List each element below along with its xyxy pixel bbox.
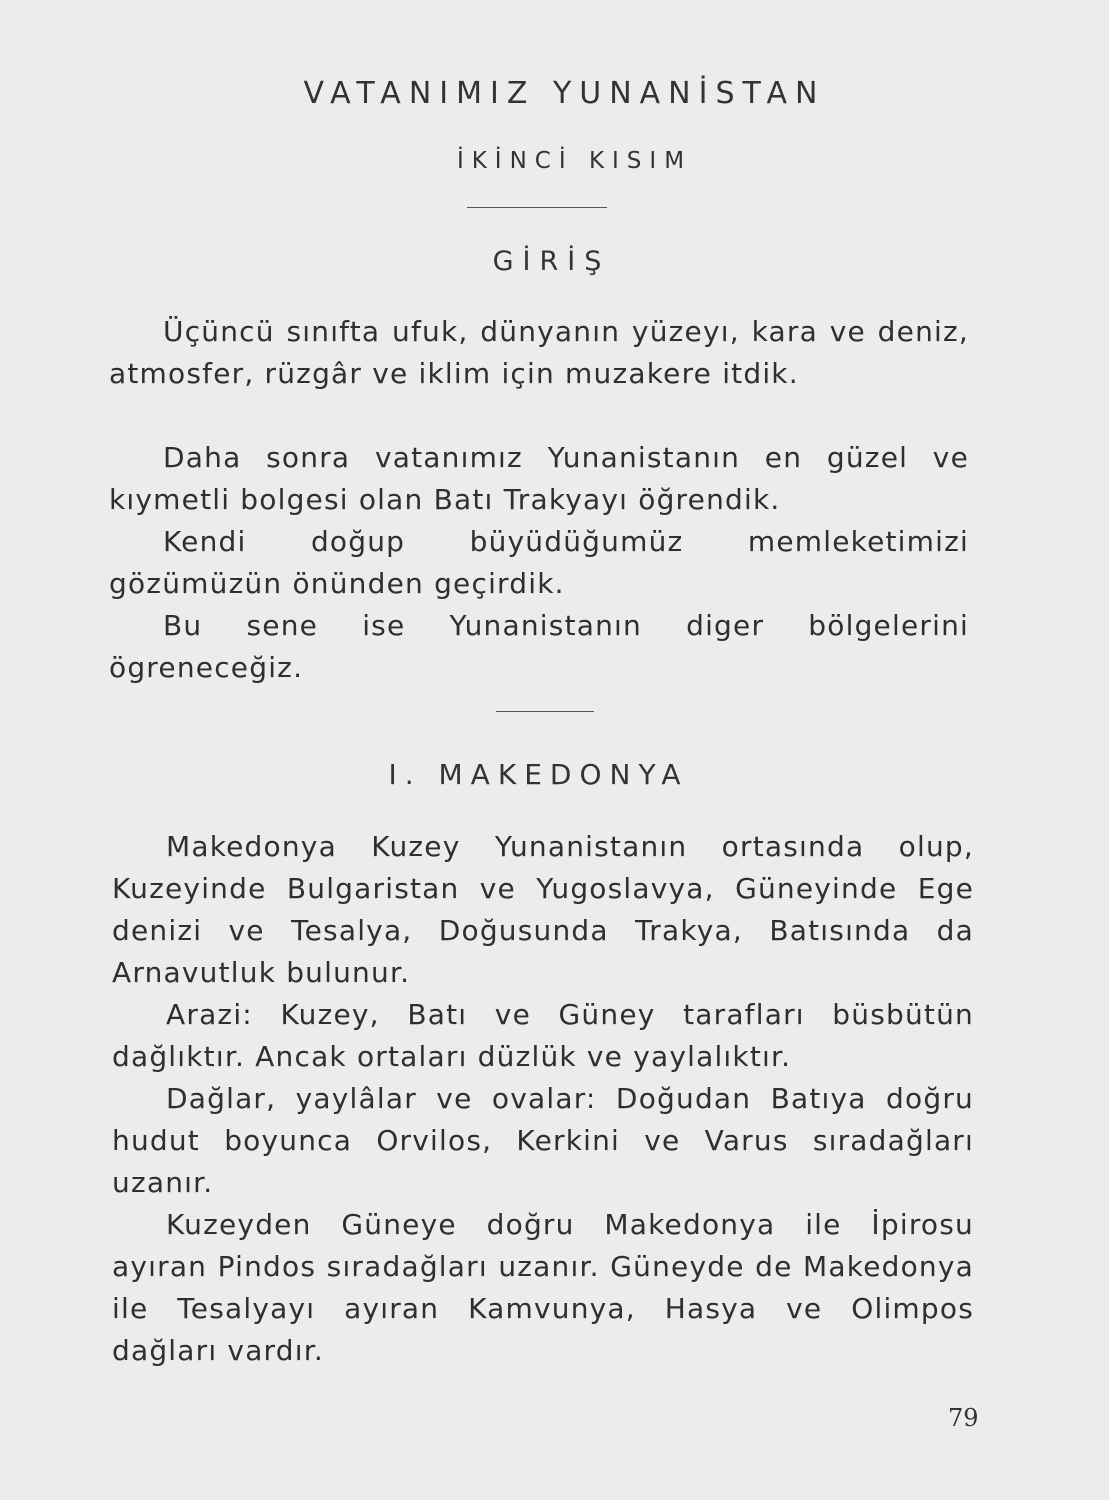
intro-paragraph-3: Kendi doğup büyüdüğumüz memleketimizi gözümüzün önünden geçirdik. (109, 525, 969, 600)
part-title: İKİNCİ KISIM (456, 148, 693, 174)
intro-paragraph-2: Daha sonra vatanımız Yunanistanın en güzel ve kıymetli bolgesi olan Batı Trakyayı öğrendik. (109, 441, 969, 516)
divider-rule (496, 711, 594, 712)
section-title: GİRİŞ (492, 246, 611, 277)
page-number: 79 (948, 1404, 979, 1432)
chapter-paragraph-2: Arazi: Kuzey, Batı ve Güney tarafları büsbütün dağlıktır. Ancak ortaları düzlük ve yaylalıktır. (112, 998, 974, 1073)
divider-rule (467, 207, 607, 208)
intro-paragraph-1: Üçüncü sınıfta ufuk, dünyanın yüzeyı, kara ve deniz, atmosfer, rüzgâr ve iklim için muzakere itdik. (109, 315, 969, 390)
intro-paragraph-4: Bu sene ise Yunanistanın diger bölgelerini ögreneceğiz. (109, 609, 969, 684)
book-title: VATANIMIZ YUNANİSTAN (303, 76, 826, 111)
chapter-paragraph-1: Makedonya Kuzey Yunanistanın ortasında olup, Kuzeyinde Bulgaristan ve Yugoslavya, Güneyinde Ege denizi ve Tesalya, Doğusunda Trakya, Batısında da Arnavutluk bulunur. (112, 830, 974, 989)
chapter-paragraph-4: Kuzeyden Güneye doğru Makedonya ile İpirosu ayıran Pindos sıradağları uzanır. Güneyde de Makedonya ile Tesalyayı ayıran Kamvunya, Hasya ve Olimpos dağları vardır. (112, 1208, 974, 1367)
chapter-paragraph-3: Dağlar, yaylâlar ve ovalar: Doğudan Batıya doğru hudut boyunca Orvilos, Kerkini ve Varus sıradağları uzanır. (112, 1082, 974, 1199)
chapter-title: I. MAKEDONYA (388, 758, 689, 791)
